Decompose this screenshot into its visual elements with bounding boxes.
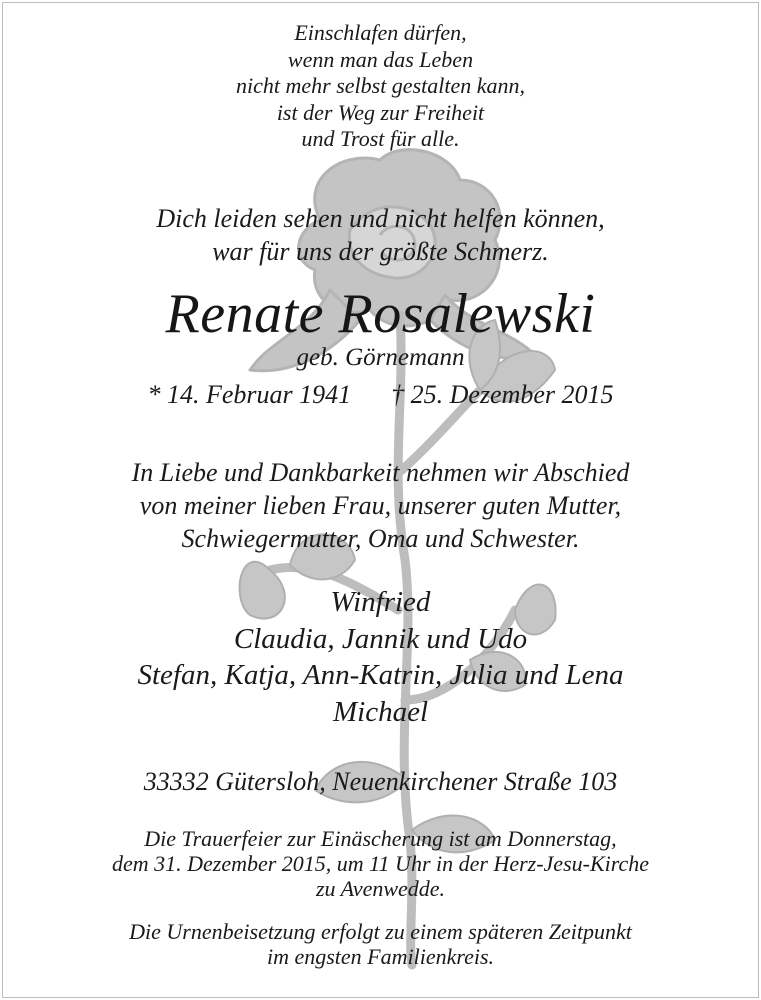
poem-line: nicht mehr selbst gestalten kann, (235, 73, 525, 98)
burial-info (0, 919, 761, 969)
ceremony-line: Die Trauerfeier zur Einäscherung ist am Donnerstag, (144, 826, 617, 851)
mourner-line: Winfried (330, 586, 431, 618)
poem-line: und Trost für alle. (301, 126, 460, 151)
farewell-line: In Liebe und Dankbarkeit nehmen wir Abschied (131, 458, 630, 487)
farewell-line: Schwiegermutter, Oma und Schwester. (181, 524, 580, 553)
death-date: † 25. Dezember 2015 (391, 380, 614, 409)
ceremony-line: dem 31. Dezember 2015, um 11 Uhr in der Herz-Jesu-Kirche (111, 851, 650, 876)
farewell-text (0, 456, 761, 555)
mourners-list (0, 584, 761, 730)
ceremony-line: zu Avenwedde. (315, 876, 446, 901)
mourner-line: Claudia, Jannik und Udo (233, 622, 528, 655)
ceremony-info (0, 826, 761, 901)
poem-line: ist der Weg zur Freiheit (276, 99, 485, 125)
life-dates (0, 378, 761, 412)
burial-line: Die Urnenbeisetzung erfolgt zu einem späteren Zeitpunkt (129, 919, 632, 944)
deceased-name: Renate Rosalewski (165, 283, 596, 345)
quote (0, 202, 761, 268)
birth-date: * 14. Februar 1941 (147, 380, 352, 409)
birth-name: geb. Görnemann (296, 344, 465, 371)
quote-line: war für uns der größte Schmerz. (212, 237, 549, 266)
burial-line: im engsten Familienkreis. (266, 944, 495, 969)
poem (0, 20, 761, 153)
farewell-line: von meiner lieben Frau, unserer guten Mutter, (139, 491, 622, 520)
poem-line: wenn man das Leben (287, 46, 474, 72)
address: 33332 Gütersloh, Neuenkirchener Straße 103 (143, 767, 618, 796)
mourner-line: Michael (332, 695, 428, 728)
poem-line: Einschlafen dürfen, (294, 20, 467, 45)
quote-line: Dich leiden sehen und nicht helfen können, (156, 204, 605, 233)
mourner-line: Stefan, Katja, Ann-Katrin, Julia und Lena (137, 659, 624, 691)
